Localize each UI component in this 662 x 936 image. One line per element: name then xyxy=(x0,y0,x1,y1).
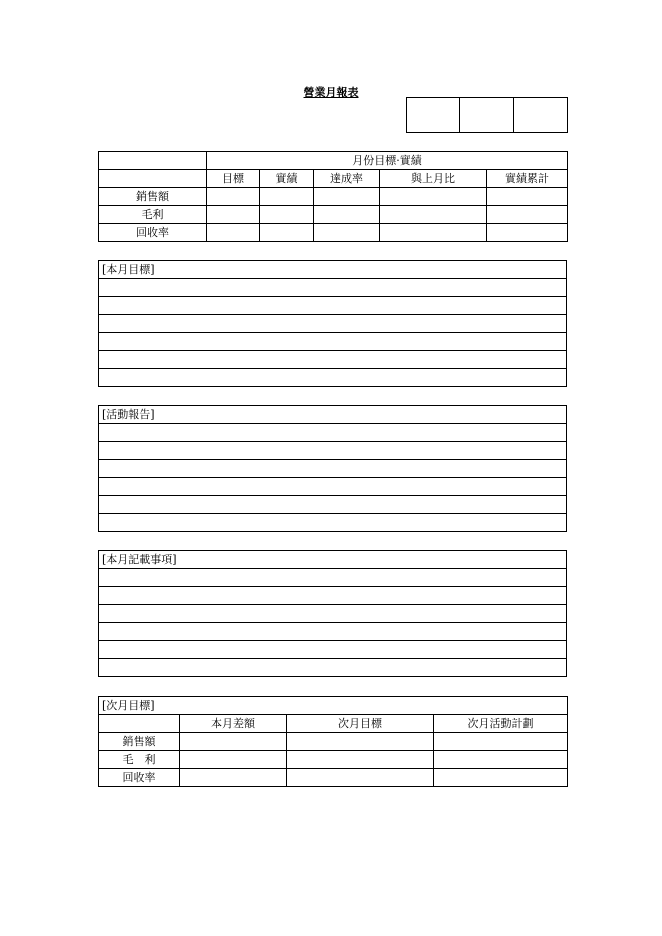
approval-stamp-boxes xyxy=(406,97,568,133)
section-monthly-notes xyxy=(98,550,567,677)
stamp-box[interactable] xyxy=(407,98,460,133)
input-cell[interactable] xyxy=(380,206,487,224)
input-cell[interactable] xyxy=(260,224,314,242)
note-line[interactable] xyxy=(99,623,567,641)
input-cell[interactable] xyxy=(434,751,568,769)
input-cell[interactable] xyxy=(180,751,287,769)
stamp-box[interactable] xyxy=(514,98,568,133)
input-cell[interactable] xyxy=(380,224,487,242)
note-line[interactable] xyxy=(99,605,567,623)
input-cell[interactable] xyxy=(260,206,314,224)
note-line[interactable] xyxy=(99,460,567,478)
column-header: 目標 xyxy=(207,170,260,188)
monthly-performance-table xyxy=(98,151,568,242)
input-cell[interactable] xyxy=(207,188,260,206)
note-line[interactable] xyxy=(99,442,567,460)
note-line[interactable] xyxy=(99,315,567,333)
input-cell[interactable] xyxy=(434,733,568,751)
corner-cell xyxy=(99,715,180,733)
table-row xyxy=(99,188,568,206)
note-line[interactable] xyxy=(99,496,567,514)
input-cell[interactable] xyxy=(287,769,434,787)
row-label: 回收率 xyxy=(99,769,180,787)
row-label: 銷售額 xyxy=(99,188,207,206)
next-month-target-table xyxy=(98,696,568,787)
note-line[interactable] xyxy=(99,369,567,387)
table-row xyxy=(99,206,568,224)
note-line[interactable] xyxy=(99,424,567,442)
table-row xyxy=(99,733,568,751)
section-label: [本月記載事項] xyxy=(99,551,567,569)
input-cell[interactable] xyxy=(314,206,380,224)
column-header: 達成率 xyxy=(314,170,380,188)
note-line[interactable] xyxy=(99,351,567,369)
column-header: 實績 xyxy=(260,170,314,188)
table-row xyxy=(99,769,568,787)
table-row xyxy=(99,751,568,769)
section-activity-report xyxy=(98,405,567,532)
note-line[interactable] xyxy=(99,279,567,297)
note-line[interactable] xyxy=(99,587,567,605)
row-label: 回收率 xyxy=(99,224,207,242)
input-cell[interactable] xyxy=(180,733,287,751)
row-label: 毛 利 xyxy=(99,751,180,769)
note-line[interactable] xyxy=(99,569,567,587)
column-header: 次月目標 xyxy=(287,715,434,733)
note-line[interactable] xyxy=(99,478,567,496)
input-cell[interactable] xyxy=(207,224,260,242)
group-header: 月份目標·實績 xyxy=(207,152,568,170)
column-header: 本月差額 xyxy=(180,715,287,733)
input-cell[interactable] xyxy=(207,206,260,224)
note-line[interactable] xyxy=(99,333,567,351)
column-header: 次月活動計劃 xyxy=(434,715,568,733)
input-cell[interactable] xyxy=(287,733,434,751)
input-cell[interactable] xyxy=(487,206,568,224)
note-line[interactable] xyxy=(99,514,567,532)
row-label: 銷售額 xyxy=(99,733,180,751)
page-title: 營業月報表 xyxy=(303,86,359,99)
corner-cell xyxy=(99,152,207,170)
input-cell[interactable] xyxy=(487,224,568,242)
note-line[interactable] xyxy=(99,297,567,315)
section-monthly-target xyxy=(98,260,567,387)
section-label: [活動報告] xyxy=(99,406,567,424)
input-cell[interactable] xyxy=(434,769,568,787)
column-header: 實績累計 xyxy=(487,170,568,188)
input-cell[interactable] xyxy=(487,188,568,206)
input-cell[interactable] xyxy=(260,188,314,206)
corner-cell xyxy=(99,170,207,188)
note-line[interactable] xyxy=(99,641,567,659)
input-cell[interactable] xyxy=(380,188,487,206)
input-cell[interactable] xyxy=(314,188,380,206)
input-cell[interactable] xyxy=(180,769,287,787)
note-line[interactable] xyxy=(99,659,567,677)
table-row xyxy=(99,224,568,242)
row-label: 毛利 xyxy=(99,206,207,224)
input-cell[interactable] xyxy=(287,751,434,769)
section-label: [次月目標] xyxy=(99,697,568,715)
column-header: 與上月比 xyxy=(380,170,487,188)
input-cell[interactable] xyxy=(314,224,380,242)
section-label: [本月目標] xyxy=(99,261,567,279)
stamp-box[interactable] xyxy=(460,98,514,133)
